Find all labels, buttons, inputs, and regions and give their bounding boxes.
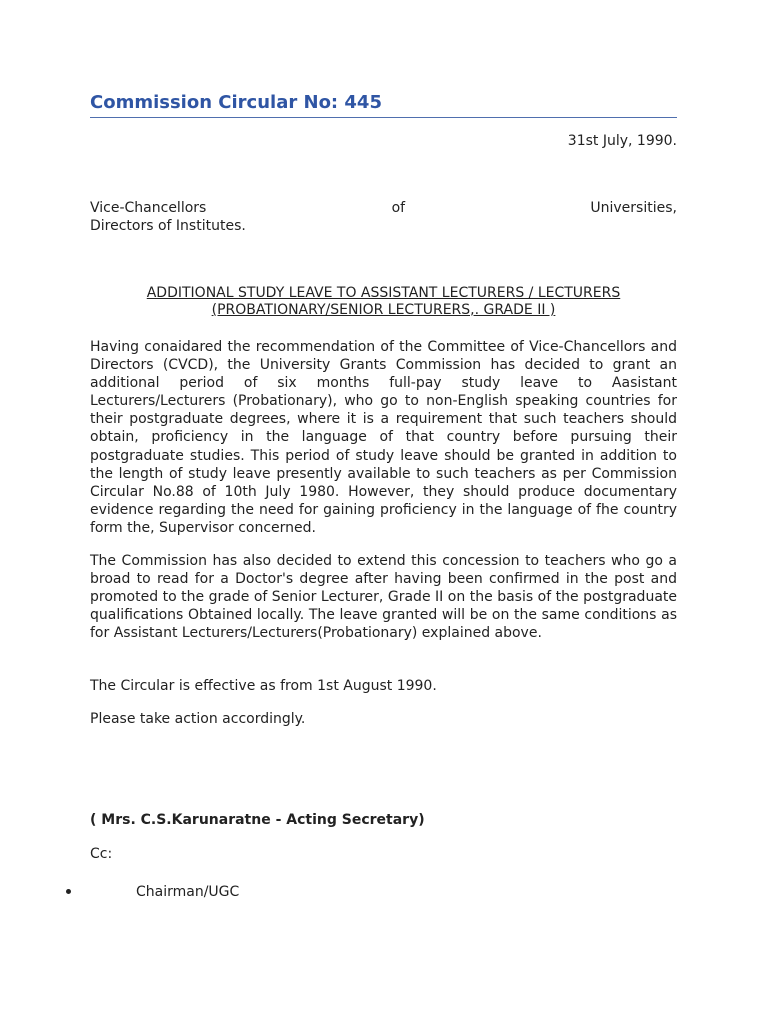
addressee-line-1 — [90, 199, 677, 217]
subject-heading-line-2: (PROBATIONARY/SENIOR LECTURERS,. GRADE II ) — [211, 302, 556, 318]
body-paragraph: The Circular is effective as from 1st August 1990. — [90, 678, 437, 694]
cc-label: Cc: — [90, 846, 113, 862]
subject-heading-line-1: ADDITIONAL STUDY LEAVE TO ASSISTANT LECTURERS / LECTURERS — [146, 285, 621, 301]
addressee-word: Universities, — [590, 200, 677, 216]
addressee-word: of — [391, 200, 406, 216]
addressee-word: Vice-Chancellors — [90, 200, 207, 216]
signature-line: ( Mrs. C.S.Karunaratne - Acting Secretary) — [90, 812, 425, 828]
addressee-line-2: Directors of Institutes. — [90, 218, 246, 234]
circular-title: Commission Circular No: 445 — [90, 92, 677, 118]
bullet-icon — [66, 889, 71, 894]
cc-recipient: Chairman/UGC — [136, 884, 240, 900]
subject-heading — [90, 285, 677, 319]
cc-list-item — [0, 883, 680, 903]
body-paragraph: Please take action accordingly. — [90, 711, 306, 727]
body-paragraph: The Commission has also decided to extend this concession to teachers who go a broad to read for a Doctor's degree after having been confirmed in the post and promoted to the grade of Senior Lecturer, Grade II on the basis of the postgraduate qualifications Obtained locally. The leave granted will be on the same conditions as for Assistant Lecturers/Lecturers(Probationary) explained above. — [90, 553, 677, 642]
circular-date: 31st July, 1990. — [567, 133, 677, 149]
body-paragraph: Having conaidared the recommendation of the Committee of Vice-Chancellors and Directors (CVCD), the University Grants Commission has decided to grant an additional period of six months full-pay study leave to Aasistant Lecturers/Lecturers (Probationary), who go to non-English speaking countries for their postgraduate degrees, where it is a requirement that such teachers should obtain, proficiency in the language of that country before pursuing their postgraduate studies. This period of study leave should be granted in addition to the length of study leave presently available to such teachers as per Commission Circular No.88 of 10th July 1980. However, they should produce documentary evidence regarding the need for gaining proficiency in the language of fhe country form the, Supervisor concerned. — [90, 339, 677, 536]
addressee-block — [90, 199, 677, 235]
